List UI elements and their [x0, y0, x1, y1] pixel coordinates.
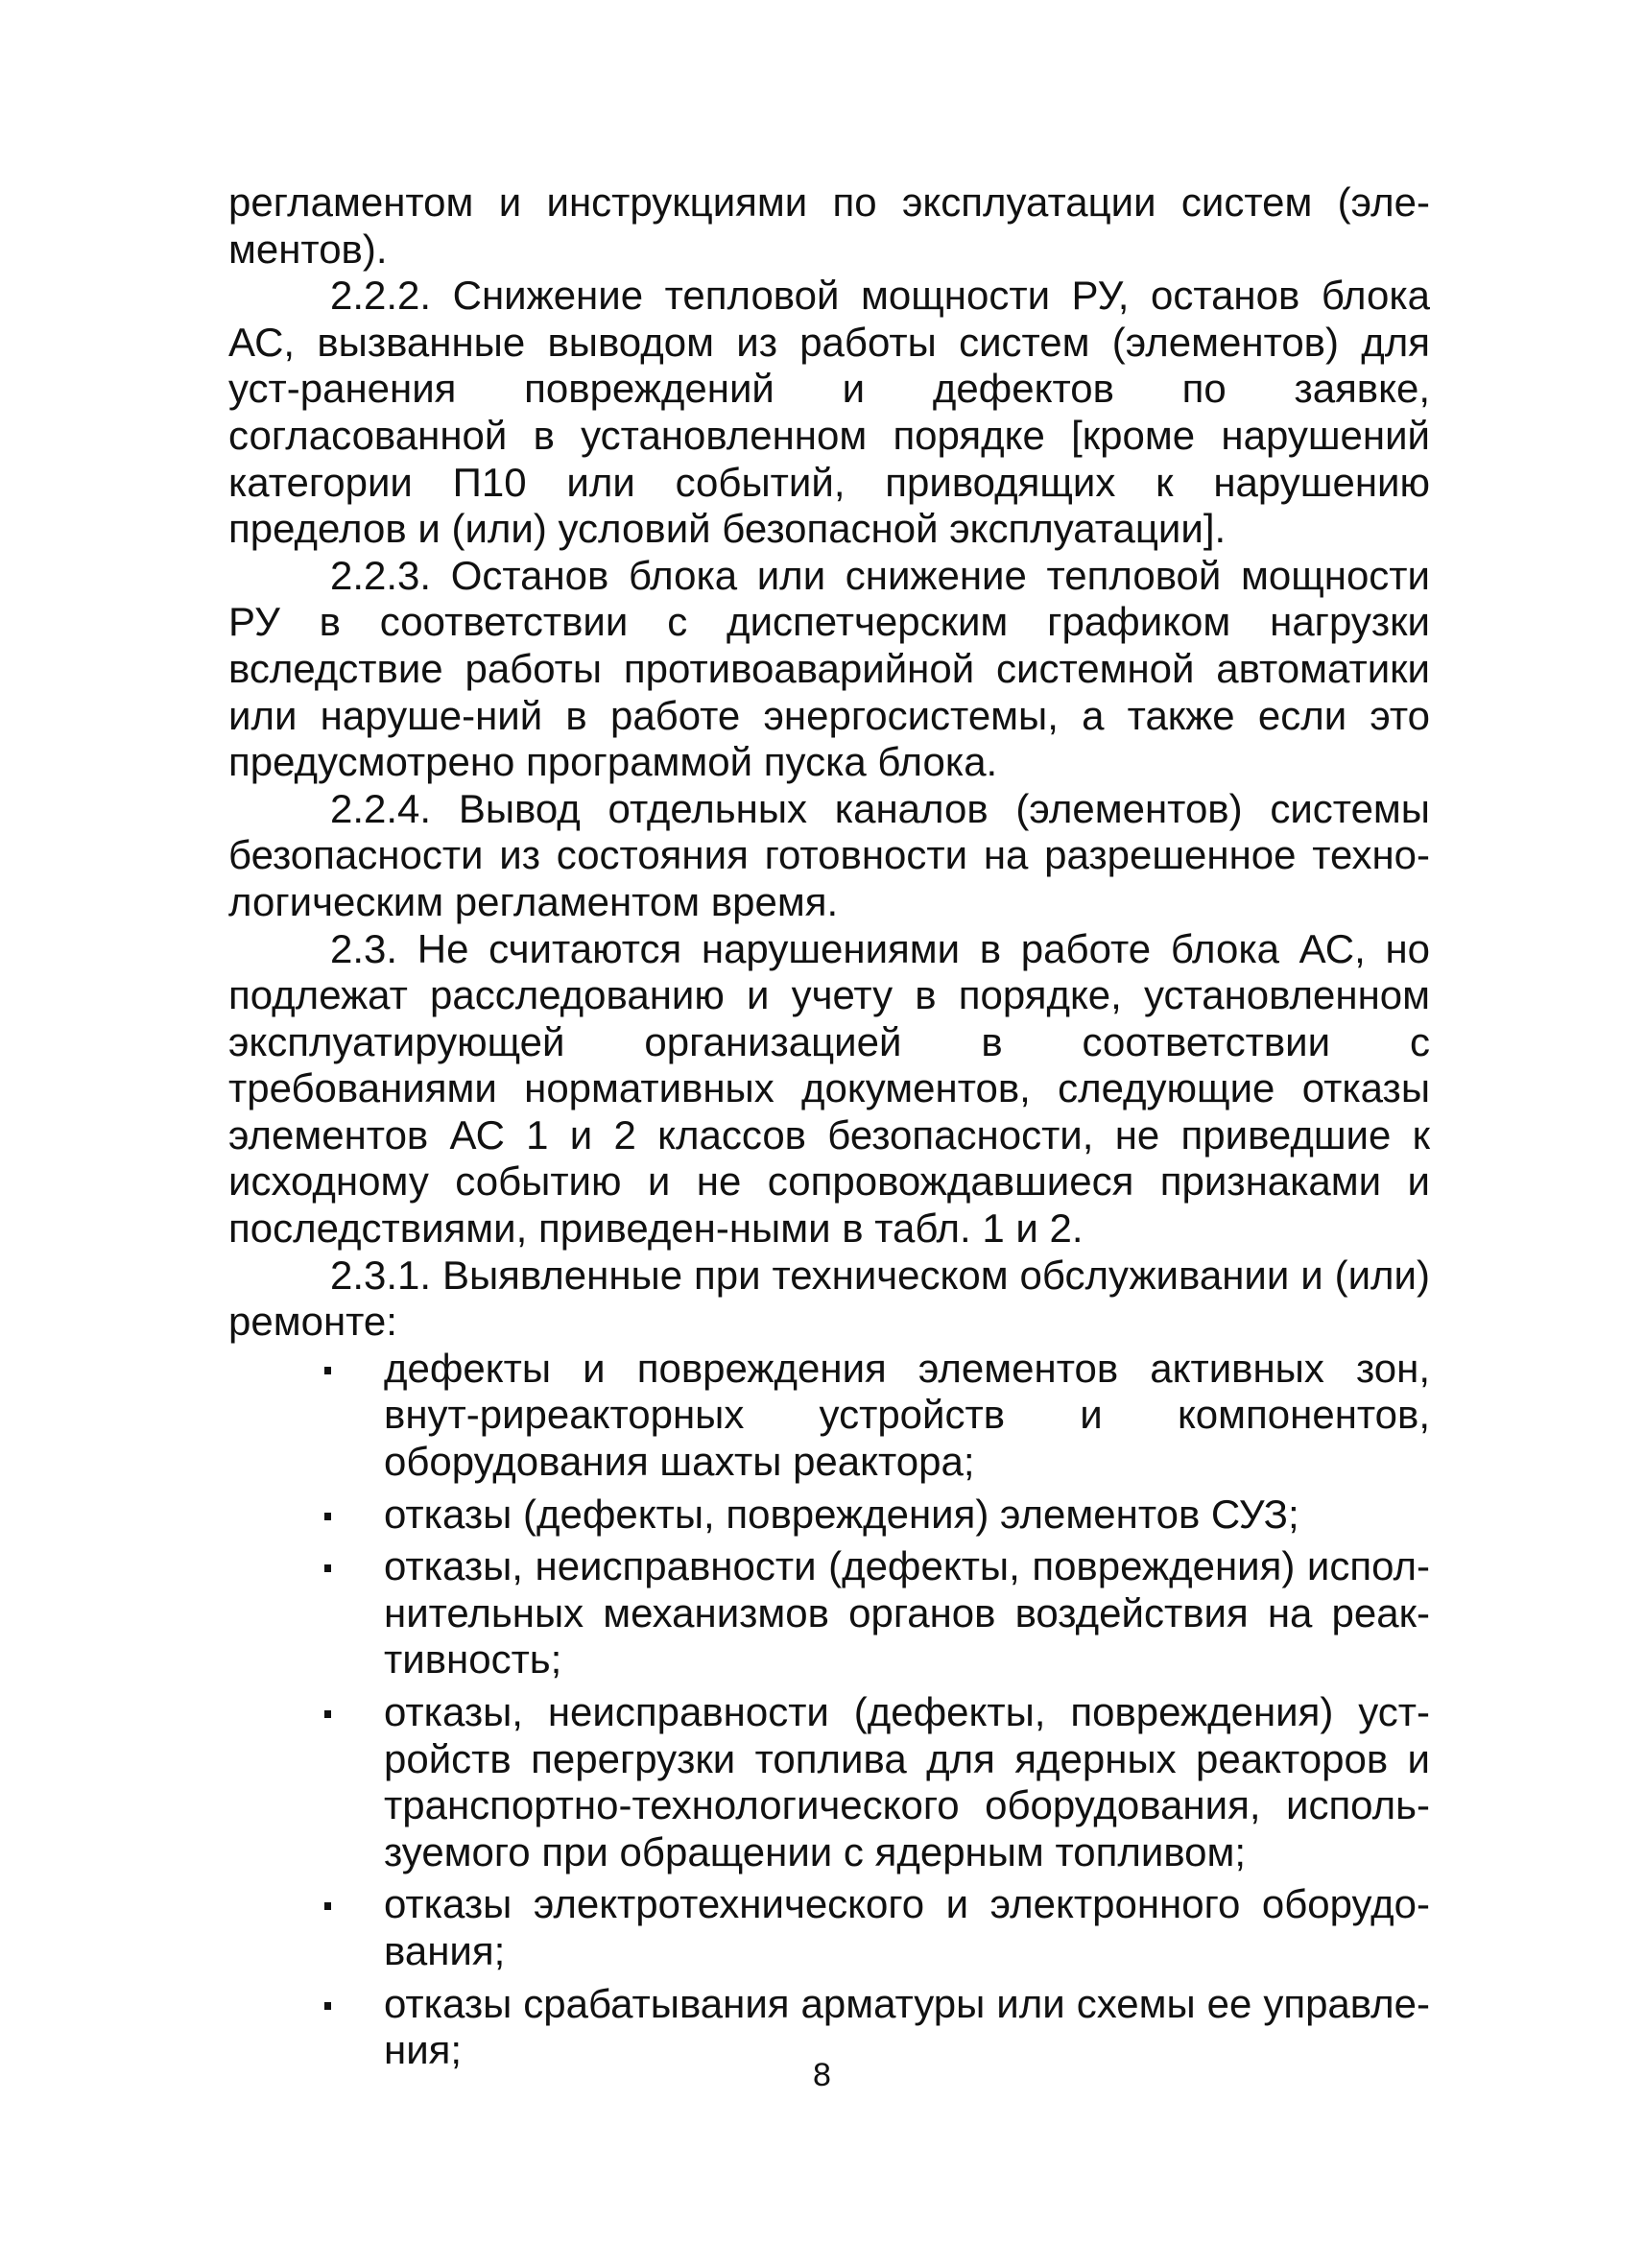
paragraph-2-3-1: 2.3.1. Выявленные при техническом обслуживании и (или) ремонте:	[228, 1252, 1430, 1345]
failure-list	[228, 1346, 1430, 2074]
bullet-marker	[324, 1367, 331, 1374]
paragraph-continuation: регламентом и инструкциями по эксплуатации систем (эле-ментов).	[228, 179, 1430, 272]
list-item	[384, 1346, 1430, 1486]
list-item-text: отказы, неисправности (дефекты, повреждения) уст-ройств перегрузки топлива для ядерных реакторов и транспортно-технологического оборудования, исполь-зуемого при обращении с ядерным топливом;	[384, 1689, 1430, 1874]
list-item-text: отказы срабатывания арматуры или схемы ее управле-ния;	[384, 1980, 1430, 2073]
paragraph-2-2-2: 2.2.2. Снижение тепловой мощности РУ, останов блока АС, вызванные выводом из работы систем (элементов) для уст-ранения повреждений и дефектов по заявке, согласованной в установленном порядке [кроме нарушений категории П10 или событий, приводящих к нарушению пределов и (или) условий безопасной эксплуатации].	[228, 273, 1430, 552]
list-item-text: дефекты и повреждения элементов активных зон, внут-риреакторных устройств и компонентов, оборудования шахты реактора;	[384, 1345, 1430, 1485]
bullet-marker	[324, 1902, 331, 1910]
list-item	[384, 1689, 1430, 1875]
list-item	[384, 1881, 1430, 1974]
list-item-text: отказы электротехнического и электронного оборудо-вания;	[384, 1881, 1430, 1973]
page-body	[228, 179, 1430, 2080]
page-number: 8	[813, 2057, 831, 2093]
paragraph-2-3: 2.3. Не считаются нарушениями в работе блока АС, но подлежат расследованию и учету в порядке, установленном эксплуатирующей организацией в соответствии с требованиями нормативных документов, следующие отказы элементов АС 1 и 2 классов безопасности, не приведшие к исходному событию и не сопровождавшиеся признаками и последствиями, приведен-ными в табл. 1 и 2.	[228, 925, 1430, 1252]
bullet-marker	[324, 1564, 331, 1572]
paragraph-2-2-4: 2.2.4. Вывод отдельных каналов (элементов) системы безопасности из состояния готовности на разрешенное техно-логическим регламентом время.	[228, 785, 1430, 924]
bullet-marker	[324, 1513, 331, 1520]
list-item-text: отказы, неисправности (дефекты, повреждения) испол-нительных механизмов органов воздействия на реак-тивность;	[384, 1543, 1430, 1683]
bullet-marker	[324, 1710, 331, 1718]
list-item	[384, 1492, 1430, 1539]
bullet-marker	[324, 2002, 331, 2010]
list-item-text: отказы (дефекты, повреждения) элементов СУЗ;	[384, 1491, 1299, 1537]
list-item	[384, 1543, 1430, 1683]
paragraph-2-2-3: 2.2.3. Останов блока или снижение тепловой мощности РУ в соответствии с диспетчерским графиком нагрузки вследствие работы противоаварийной системной автоматики или наруше-ний в работе энергосистемы, а также если это предусмотрено программой пуска блока.	[228, 552, 1430, 785]
